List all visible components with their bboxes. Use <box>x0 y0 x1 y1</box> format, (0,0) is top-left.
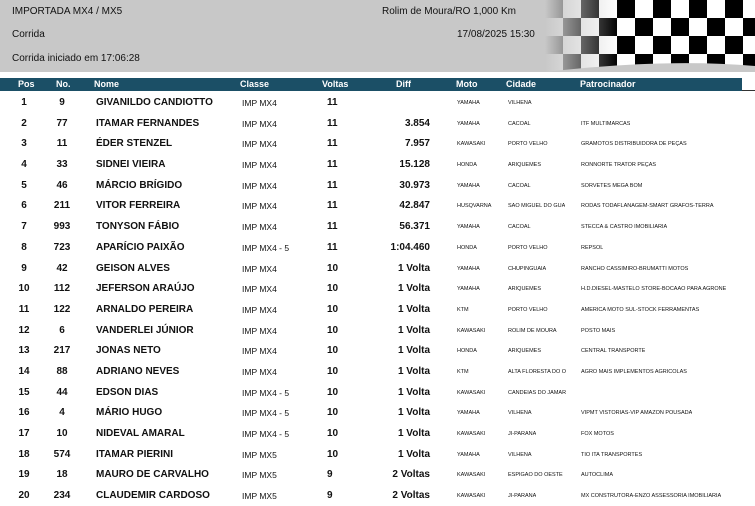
bike-cell: KAWASAKI <box>457 431 486 437</box>
bike-cell: KAWASAKI <box>457 141 486 148</box>
rider-name-cell: NIDEVAL AMARAL <box>96 428 185 439</box>
column-number: No. <box>56 79 71 89</box>
city-cell: ARIQUEMES <box>508 348 542 355</box>
laps-cell: 10 <box>327 428 339 439</box>
sponsor-cell: RANCHO CASSIMIRO-BRUMATTI MOTOS <box>581 265 689 272</box>
column-diff: Diff <box>396 79 411 89</box>
diff-cell: 2 Voltas <box>392 469 430 481</box>
laps-cell: 10 <box>327 386 339 398</box>
city-cell: JI-PARANÁ <box>508 493 537 500</box>
diff-cell: 1 Volta <box>397 407 430 419</box>
number-cell: 9 <box>59 97 65 108</box>
sponsor-cell: RODAS TODAFLANAGEM-SMART GRAFOS-TERRA <box>581 203 714 210</box>
laps-cell: 10 <box>327 283 339 295</box>
header-rule <box>742 90 755 91</box>
city-cell: PORTO VELHO <box>508 306 548 313</box>
city-cell: VILHENA <box>508 100 532 106</box>
table-row <box>0 423 755 444</box>
position-cell: 18 <box>18 448 30 460</box>
table-row <box>0 258 755 279</box>
class-cell: IMP MX4 <box>242 160 277 171</box>
diff-cell: 1 Volta <box>397 262 430 274</box>
class-cell: IMP MX4 <box>242 139 277 150</box>
bike-cell: YAMAHA <box>457 410 480 417</box>
report-header <box>0 0 755 72</box>
table-row <box>0 402 755 423</box>
position-cell: 10 <box>18 283 30 295</box>
class-cell: IMP MX4 <box>242 263 277 274</box>
rider-name-cell: GIVANILDO CANDIOTTO <box>96 97 213 108</box>
city-cell: ARIQUEMES <box>508 286 542 293</box>
bike-cell: KTM <box>457 368 469 375</box>
number-cell: 723 <box>53 241 71 253</box>
number-cell: 42 <box>56 262 68 274</box>
city-cell: VILHENA <box>508 451 532 458</box>
number-cell: 211 <box>53 200 71 212</box>
rider-name-cell: EDSON DIAS <box>96 386 159 398</box>
diff-cell: 1 Volta <box>397 448 430 460</box>
city-cell: PORTO VELHO <box>508 244 548 251</box>
diff-cell: 42.847 <box>399 200 430 212</box>
city-cell: ARIQUEMES <box>508 162 542 169</box>
diff-cell: 1 Volta <box>397 428 430 439</box>
class-cell: IMP MX4 <box>242 222 277 233</box>
number-cell: 46 <box>56 179 68 191</box>
number-cell: 993 <box>53 221 71 233</box>
column-pos: Pos <box>18 79 35 89</box>
class-cell: IMP MX4 <box>242 325 277 336</box>
class-cell: IMP MX4 <box>242 201 277 212</box>
sponsor-cell: SORVETES MEGA BOM <box>581 182 643 189</box>
bike-cell: YAMAHA <box>457 224 480 231</box>
bike-cell: KTM <box>457 306 469 313</box>
class-cell: IMP MX4 - 5 <box>242 387 290 398</box>
position-cell: 2 <box>21 117 27 129</box>
rider-name-cell: ITAMAR PIERINI <box>96 448 174 460</box>
number-cell: 112 <box>53 283 71 295</box>
number-cell: 44 <box>56 386 68 398</box>
rider-name-cell: SIDNEI VIEIRA <box>96 159 166 171</box>
table-row <box>0 113 755 134</box>
checkered-flag-logo <box>545 0 755 72</box>
number-cell: 6 <box>59 324 65 336</box>
bike-cell: HONDA <box>457 244 477 251</box>
rider-name-cell: ADRIANO NEVES <box>96 365 180 377</box>
diff-cell: 3.854 <box>404 117 430 129</box>
position-cell: 11 <box>18 303 30 315</box>
class-cell: IMP MX5 <box>242 470 277 481</box>
bike-cell: HONDA <box>457 162 477 169</box>
diff-cell: 30.973 <box>399 179 430 191</box>
table-row <box>0 154 755 175</box>
class-cell: IMP MX4 <box>242 346 277 357</box>
bike-cell: YAMAHA <box>457 100 480 106</box>
city-cell: VILHENA <box>508 410 532 417</box>
city-cell: PORTO VELHO <box>508 141 548 148</box>
laps-cell: 11 <box>327 179 338 191</box>
rider-name-cell: ÉDER STENZEL <box>96 138 173 150</box>
number-cell: 122 <box>53 303 71 315</box>
position-cell: 3 <box>21 138 27 150</box>
rider-name-cell: ARNALDO PEREIRA <box>96 303 194 315</box>
rider-name-cell: JONAS NETO <box>96 345 161 357</box>
number-cell: 10 <box>56 428 68 439</box>
laps-cell: 10 <box>327 365 339 377</box>
bike-cell: KAWASAKI <box>457 472 486 479</box>
bike-cell: YAMAHA <box>457 451 480 458</box>
session-label: Corrida <box>12 29 45 40</box>
class-cell: IMP MX5 <box>242 449 277 460</box>
rider-name-cell: MÁRIO HUGO <box>96 407 163 419</box>
city-cell: SÃO MIGUEL DO GUA <box>508 203 566 210</box>
city-cell: JI-PARANÁ <box>508 431 537 437</box>
class-cell: IMP MX4 <box>242 180 277 191</box>
number-cell: 217 <box>53 345 71 357</box>
diff-cell: 56.371 <box>399 221 430 233</box>
sponsor-cell: FOX MOTOS <box>581 431 614 437</box>
laps-cell: 10 <box>327 303 339 315</box>
column-bike: Moto <box>456 79 478 89</box>
diff-cell: 1 Volta <box>397 365 430 377</box>
laps-cell: 9 <box>327 490 333 502</box>
position-cell: 1 <box>21 97 27 108</box>
column-sponsor: Patrocinador <box>580 79 636 89</box>
city-cell: ALTA FLORESTA DO O <box>508 368 567 375</box>
sponsor-cell: VIPMT VISTORIAS-VIP AMAZON POUSADA <box>581 410 693 417</box>
city-cell: CHUPINGUAIA <box>508 265 547 272</box>
bike-cell: YAMAHA <box>457 286 480 293</box>
laps-cell: 11 <box>327 138 338 150</box>
sponsor-cell: ITF MULTIMARCAS <box>581 120 631 127</box>
rider-name-cell: MÁRCIO BRÍGIDO <box>96 179 183 191</box>
city-cell: CACOAL <box>508 182 531 189</box>
sponsor-cell: TIO ITA TRANSPORTES <box>581 451 643 458</box>
bike-cell: HONDA <box>457 348 477 355</box>
diff-cell: 15.128 <box>399 159 430 171</box>
laps-cell: 10 <box>327 448 339 460</box>
rider-name-cell: JEFERSON ARAÚJO <box>96 283 195 295</box>
sponsor-cell: POSTO MAIS <box>581 327 616 334</box>
position-cell: 19 <box>18 469 30 481</box>
column-class: Classe <box>240 79 270 89</box>
table-row <box>0 299 755 320</box>
sponsor-cell: AUTOCLIMA <box>581 472 613 479</box>
start-time-label: Corrida iniciado em 17:06:28 <box>12 53 140 64</box>
sponsor-cell: CENTRAL TRANSPORTE <box>581 348 646 355</box>
rider-name-cell: GEISON ALVES <box>96 262 170 274</box>
bike-cell: KAWASAKI <box>457 493 486 500</box>
position-cell: 4 <box>21 159 27 171</box>
number-cell: 88 <box>56 365 68 377</box>
diff-cell: 1 Volta <box>397 345 430 357</box>
sponsor-cell: REPSOL <box>581 244 604 251</box>
table-row <box>0 340 755 361</box>
city-cell: CACOAL <box>508 120 531 127</box>
rider-name-cell: APARÍCIO PAIXÃO <box>96 241 185 253</box>
laps-cell: 10 <box>327 262 339 274</box>
city-cell: CANDEIAS DO JAMAR <box>508 389 567 396</box>
position-cell: 6 <box>21 200 27 212</box>
number-cell: 574 <box>53 448 71 460</box>
class-cell: IMP MX4 - 5 <box>242 408 290 419</box>
laps-cell: 9 <box>327 469 333 481</box>
position-cell: 8 <box>21 241 27 253</box>
diff-cell: 1 Volta <box>397 386 430 398</box>
bike-cell: HUSQVARNA <box>457 203 492 210</box>
sponsor-cell: GRAMOTOS DISTRIBUIDORA DE PEÇAS <box>581 141 687 148</box>
number-cell: 77 <box>56 117 68 129</box>
rider-name-cell: VITOR FERREIRA <box>96 200 181 212</box>
class-cell: IMP MX4 - 5 <box>242 429 290 439</box>
bike-cell: KAWASAKI <box>457 327 486 334</box>
laps-cell: 11 <box>327 200 338 212</box>
class-cell: IMP MX4 <box>242 98 277 108</box>
class-cell: IMP MX4 <box>242 366 277 377</box>
class-cell: IMP MX4 <box>242 118 277 129</box>
table-row <box>0 92 755 113</box>
table-row <box>0 320 755 341</box>
table-row <box>0 278 755 299</box>
laps-cell: 10 <box>327 407 339 419</box>
table-row <box>0 382 755 403</box>
datetime-label: 17/08/2025 15:30 <box>457 29 535 40</box>
laps-cell: 10 <box>327 324 339 336</box>
class-cell: IMP MX4 - 5 <box>242 242 290 253</box>
position-cell: 5 <box>21 179 27 191</box>
laps-cell: 11 <box>327 97 338 108</box>
diff-cell: 1 Volta <box>397 303 430 315</box>
table-row <box>0 444 755 465</box>
position-cell: 13 <box>18 345 30 357</box>
category-title: IMPORTADA MX4 / MX5 <box>12 6 123 17</box>
position-cell: 15 <box>18 386 30 398</box>
laps-cell: 11 <box>327 159 338 171</box>
table-row <box>0 195 755 216</box>
table-row <box>0 237 755 258</box>
class-cell: IMP MX4 <box>242 304 277 315</box>
table-row <box>0 361 755 382</box>
sponsor-cell: H.D.DIESEL-MASTELO STORE-BOCAÃO PARA AGRONE <box>581 286 727 293</box>
number-cell: 18 <box>56 469 68 481</box>
sponsor-cell: AMÉRICA MOTO SUL-STOCK FERRAMENTAS <box>581 306 700 313</box>
sponsor-cell: RONNORTE TRATOR PEÇAS <box>581 162 657 169</box>
rider-name-cell: VANDERLEI JÚNIOR <box>96 324 194 336</box>
diff-cell: 1:04.460 <box>390 241 430 253</box>
bike-cell: YAMAHA <box>457 182 480 189</box>
sponsor-cell: STECCA & CASTRO IMOBILIÁRIA <box>581 224 668 231</box>
position-cell: 14 <box>18 365 30 377</box>
sponsor-cell: MX CONSTRUTORA-ENZO ASSESSORIA IMOBILIÁRIA <box>581 493 722 500</box>
class-cell: IMP MX5 <box>242 491 277 502</box>
table-row <box>0 175 755 196</box>
laps-cell: 10 <box>327 345 339 357</box>
city-cell: ESPIGÃO DO OESTE <box>508 472 563 479</box>
table-row <box>0 464 755 485</box>
number-cell: 11 <box>56 138 68 150</box>
table-row <box>0 133 755 154</box>
rider-name-cell: MAURO DE CARVALHO <box>96 469 209 481</box>
sponsor-cell: AGRO MAIS IMPLEMENTOS AGRÍCOLAS <box>581 368 687 375</box>
table-row <box>0 216 755 237</box>
position-cell: 7 <box>21 221 27 233</box>
table-row <box>0 485 755 506</box>
laps-cell: 11 <box>327 117 338 129</box>
number-cell: 234 <box>53 490 71 502</box>
diff-cell: 2 Voltas <box>392 490 430 502</box>
diff-cell: 1 Volta <box>397 283 430 295</box>
rider-name-cell: TONYSON FÁBIO <box>96 221 180 233</box>
diff-cell: 1 Volta <box>397 324 430 336</box>
column-header-bar <box>0 78 742 91</box>
bike-cell: YAMAHA <box>457 120 480 127</box>
column-name: Nome <box>94 79 120 89</box>
laps-cell: 11 <box>327 221 338 233</box>
results-table <box>0 92 755 506</box>
class-cell: IMP MX4 <box>242 284 277 295</box>
number-cell: 4 <box>59 407 65 419</box>
diff-cell: 7.957 <box>404 138 430 150</box>
position-cell: 20 <box>18 490 30 502</box>
position-cell: 16 <box>18 407 30 419</box>
column-laps: Voltas <box>322 79 349 89</box>
bike-cell: YAMAHA <box>457 265 480 272</box>
position-cell: 9 <box>21 262 27 274</box>
column-city: Cidade <box>506 79 537 89</box>
city-cell: CACOAL <box>508 224 531 231</box>
city-cell: ROLIM DE MOURA <box>508 327 557 334</box>
rider-name-cell: ITAMAR FERNANDES <box>96 117 200 129</box>
number-cell: 33 <box>56 159 68 171</box>
bike-cell: KAWASAKI <box>457 389 486 396</box>
laps-cell: 11 <box>327 241 338 253</box>
location-label: Rolim de Moura/RO 1,000 Km <box>382 6 516 17</box>
position-cell: 17 <box>18 428 30 439</box>
position-cell: 12 <box>18 324 30 336</box>
rider-name-cell: CLAUDEMIR CARDOSO <box>96 490 210 502</box>
